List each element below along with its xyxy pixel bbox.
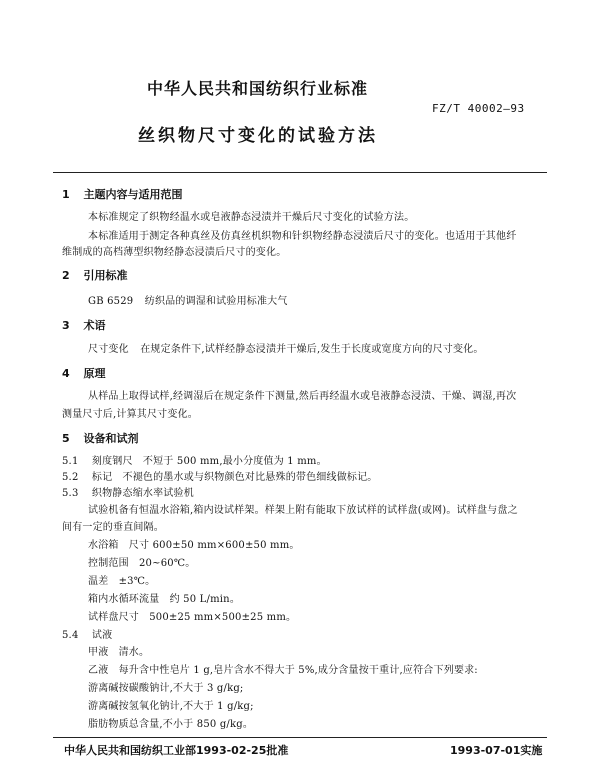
spec-sample-tray-size: 试样盘尺寸 500±25 mm×500±25 mm。 (88, 612, 297, 623)
section-title: 设备和试剂 (83, 432, 139, 445)
term-definition (88, 340, 484, 355)
section-1-heading (62, 186, 183, 202)
item-5-2 (62, 468, 378, 483)
document-title: 丝织物尺寸变化的试验方法 (138, 126, 378, 146)
requirement-fatty-matter: 脂肪物质总含量,不小于 850 g/kg。 (88, 719, 254, 730)
item-5-3-description-line-1: 试验机备有恒温水浴箱,箱内设试样架。样架上附有能取下放试样的试样盘(或网)。试样盘与盘之 (88, 505, 518, 516)
item-5-4 (62, 626, 112, 641)
section-5-heading (62, 430, 139, 446)
approval-line: 中华人民共和国纺织工业部1993-02-25批准 (64, 744, 289, 757)
section-number: 2 (62, 269, 70, 282)
section-title: 主题内容与适用范围 (83, 188, 183, 201)
section-number: 3 (62, 319, 70, 332)
section-1-paragraph-1: 本标准规定了织物经温水或皂液静态浸渍并干燥后尺寸变化的试验方法。 (88, 212, 415, 223)
liquid-b: 乙液 每升含中性皂片 1 g,皂片含水不得大于 5%,成分含量按干重计,应符合下列要求: (88, 665, 478, 676)
section-title: 引用标准 (83, 269, 128, 282)
standard-number: FZ/T 40002—93 (432, 102, 525, 115)
item-text: 刻度钢尺 不短于 500 mm,最小分度值为 1 mm。 (91, 456, 327, 467)
section-4-heading (62, 365, 106, 381)
item-number: 5.2 (62, 472, 79, 483)
section-1-paragraph-2-line-1: 本标准适用于测定各种真丝及仿真丝机织物和针织物经静态浸渍后尺寸的变化。也适用于其他纤 (88, 231, 517, 242)
item-5-3-description-line-2: 间有一定的垂直间隔。 (62, 522, 164, 533)
reference-standard (88, 292, 288, 307)
item-text: 标记 不褪色的墨水或与织物颜色对比悬殊的带色细线做标记。 (91, 472, 378, 483)
section-2-heading (62, 267, 128, 283)
liquid-a: 甲液 清水。 (88, 647, 150, 658)
reference-code: GB 6529 (88, 296, 134, 307)
section-number: 4 (62, 367, 70, 380)
section-4-line-2: 测量尺寸后,计算其尺寸变化。 (62, 409, 198, 420)
section-3-heading (62, 317, 106, 333)
requirement-free-alkali-carbonate: 游离碱按碳酸钠计,不大于 3 g/kg; (88, 683, 244, 694)
section-1-paragraph-2-line-2: 维制成的高档薄型织物经静态浸渍后尺寸的变化。 (62, 247, 287, 258)
spec-control-range: 控制范围 20~60℃。 (88, 558, 196, 569)
requirement-free-alkali-hydroxide: 游离碱按氢氧化钠计,不大于 1 g/kg; (88, 701, 254, 712)
reference-title: 纺织品的调湿和试验用标准大气 (144, 296, 288, 307)
spec-water-circulation: 箱内水循环流量 约 50 L/min。 (88, 594, 241, 605)
item-title: 织物静态缩水率试验机 (91, 488, 194, 499)
issuing-authority-title: 中华人民共和国纺织行业标准 (147, 79, 369, 98)
section-4-line-1: 从样品上取得试样,经调湿后在规定条件下测量,然后再经温水或皂液静态浸渍、干燥、调湿,再次 (88, 391, 517, 402)
implementation-date: 1993-07-01实施 (450, 744, 543, 757)
item-5-1 (62, 452, 327, 467)
footer-divider (53, 737, 547, 738)
section-title: 术语 (83, 319, 106, 332)
definition: 在规定条件下,试样经静态浸渍并干燥后,发生于长度或宽度方向的尺寸变化。 (140, 344, 484, 355)
section-number: 5 (62, 432, 70, 445)
section-title: 原理 (83, 367, 106, 380)
term: 尺寸变化 (88, 344, 129, 355)
item-5-3 (62, 484, 194, 499)
item-number: 5.4 (62, 630, 79, 641)
item-number: 5.3 (62, 488, 79, 499)
spec-water-bath-size: 水浴箱 尺寸 600±50 mm×600±50 mm。 (88, 540, 300, 551)
spec-temperature-tolerance: 温差 ±3℃。 (88, 576, 156, 587)
header-divider (53, 172, 547, 173)
section-number: 1 (62, 188, 70, 201)
item-title: 试液 (91, 630, 113, 641)
item-number: 5.1 (62, 456, 79, 467)
